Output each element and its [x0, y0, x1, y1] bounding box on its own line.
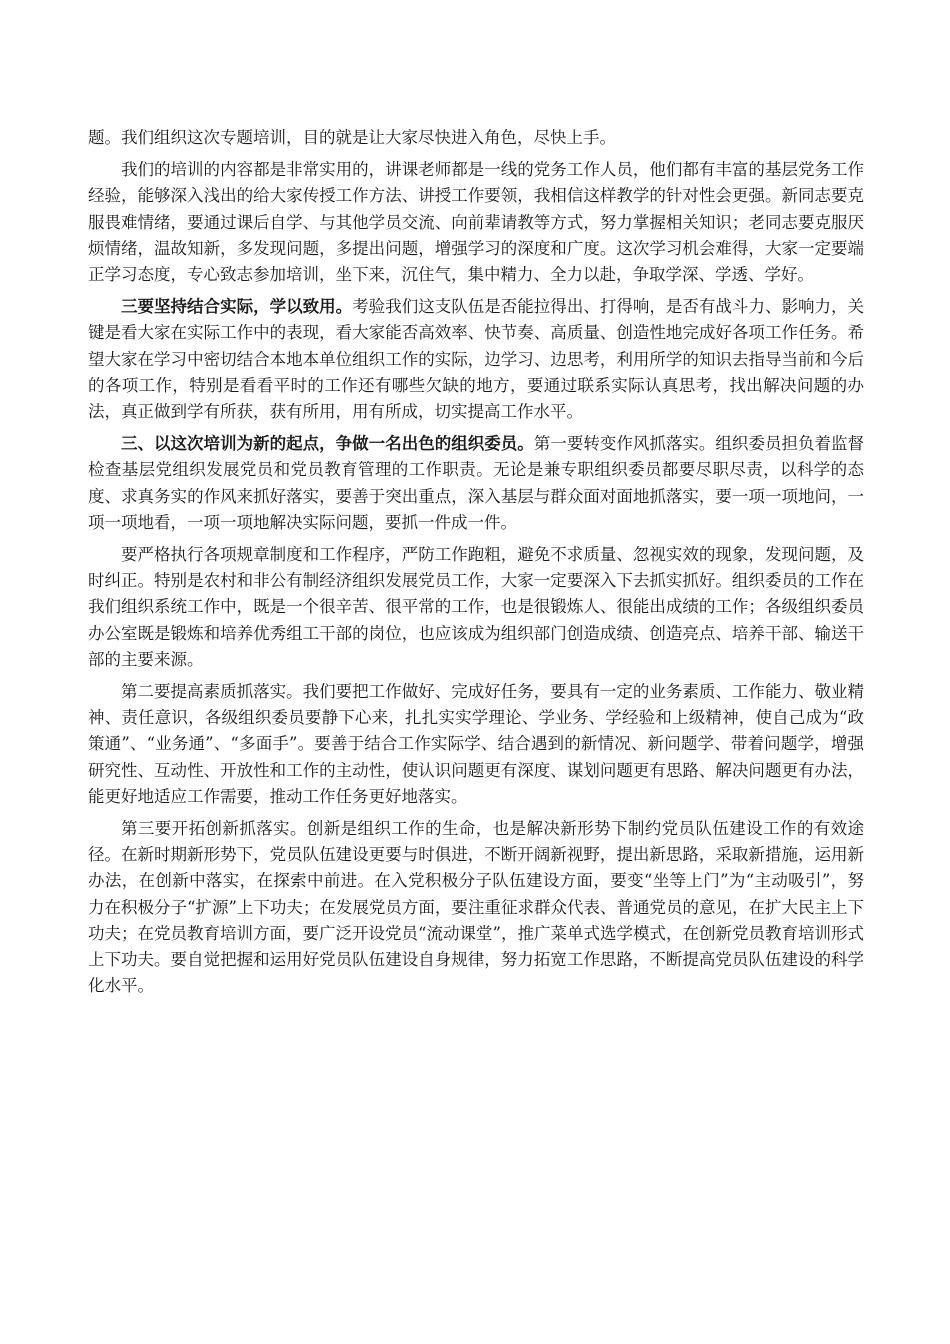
paragraph-6 [88, 679, 864, 810]
paragraph-4 [88, 431, 864, 536]
paragraph-text: 我们的培训的内容都是非常实用的，讲课老师都是一线的党务工作人员，他们都有丰富的基层党务工作经验，能够深入浅出的给大家传授工作方法、讲授工作要领，我相信这样教学的针对性会更强。新同志要克服畏难情绪，要通过课后自学、与其他学员交流、向前辈请教等方式，努力掌握相关知识；老同志要克服厌烦情绪，温故知新，多发现问题，多提出问题，增强学习的深度和广度。这次学习机会难得，大家一定要端正学习态度，专心致志参加培训，坐下来，沉住气，集中精力、全力以赴，争取学深、学透、学好。 [88, 160, 864, 285]
paragraph-2 [88, 157, 864, 288]
paragraph-1 [88, 125, 864, 151]
paragraph-text: 第一要转变作风抓落实。组织委员担负着监督检查基层党组织发展党员和党员教育管理的工作职责。无论是兼专职组织委员都要尽职尽责，以科学的态度、求真务实的作风来抓好落实，要善于突出重点，深入基层与群众面对面地抓落实，要一项一项地问，一项一项地看，一项一项地解决实际问题，要抓一件成一件。 [88, 434, 865, 532]
paragraph-text: 第三要开拓创新抓落实。创新是组织工作的生命，也是解决新形势下制约党员队伍建设工作的有效途径。在新时期新形势下，党员队伍建设更要与时俱进，不断开阔新视野，提出新思路，采取新措施，运用新办法，在创新中落实，在探索中前进。在入党积极分子队伍建设方面，要变“坐等上门”为“主动吸引”，努力在积极分子“扩源”上下功夫；在发展党员方面，要注重征求群众代表、普通党员的意见，在扩大民主上下功夫；在党员教育培训方面，要广泛开设党员“流动课堂”，推广菜单式选学模式，在创新党员教育培训形式上下功夫。要自觉把握和运用好党员队伍建设自身规律，努力拓宽工作思路，不断提高党员队伍建设的科学化水平。 [88, 819, 864, 996]
paragraph-5 [88, 542, 864, 673]
paragraph-7 [88, 816, 864, 999]
paragraph-lead: 三、以这次培训为新的起点，争做一名出色的组织委员。 [121, 434, 534, 454]
paragraph-3 [88, 294, 864, 425]
document-body [88, 125, 864, 1006]
paragraph-lead: 三要坚持结合实际，学以致用。 [121, 297, 353, 317]
paragraph-text: 考验我们这支队伍是否能拉得出、打得响，是否有战斗力、影响力，关键是看大家在实际工作中的表现，看大家能否高效率、快节奏、高质量、创造性地完成好各项工作任务。希望大家在学习中密切结合本地本单位组织工作的实际，边学习、边思考，利用所学的知识去指导当前和今后的各项工作，特别是看看平时的工作还有哪些欠缺的地方，要通过联系实际认真思考，找出解决问题的办法，真正做到学有所获，获有所用，用有所成，切实提高工作水平。 [88, 297, 865, 422]
paragraph-text: 题。我们组织这次专题培训，目的就是让大家尽快进入角色，尽快上手。 [88, 128, 616, 147]
paragraph-text: 第二要提高素质抓落实。我们要把工作做好、完成好任务，要具有一定的业务素质、工作能力、敬业精神、责任意识，各级组织委员要静下心来，扎扎实实学理论、学业务、学经验和上级精神，使自己成为“政策通”、“业务通”、“多面手”。要善于结合工作实际学、结合遇到的新情况、新问题学、带着问题学，增强研究性、互动性、开放性和工作的主动性，使认识问题更有深度、谋划问题更有思路、解决问题更有办法，能更好地适应工作需要，推动工作任务更好地落实。 [88, 682, 864, 806]
paragraph-text: 要严格执行各项规章制度和工作程序，严防工作跑粗，避免不求质量、忽视实效的现象，发现问题，及时纠正。特别是农村和非公有制经济组织发展党员工作，大家一定要深入下去抓实抓好。组织委员的工作在我们组织系统工作中，既是一个很辛苦、很平常的工作，也是很锻炼人、很能出成绩的工作；各级组织委员办公室既是锻炼和培养优秀组工干部的岗位，也应该成为组织部门创造成绩、创造亮点、培养干部、输送干部的主要来源。 [88, 545, 864, 669]
